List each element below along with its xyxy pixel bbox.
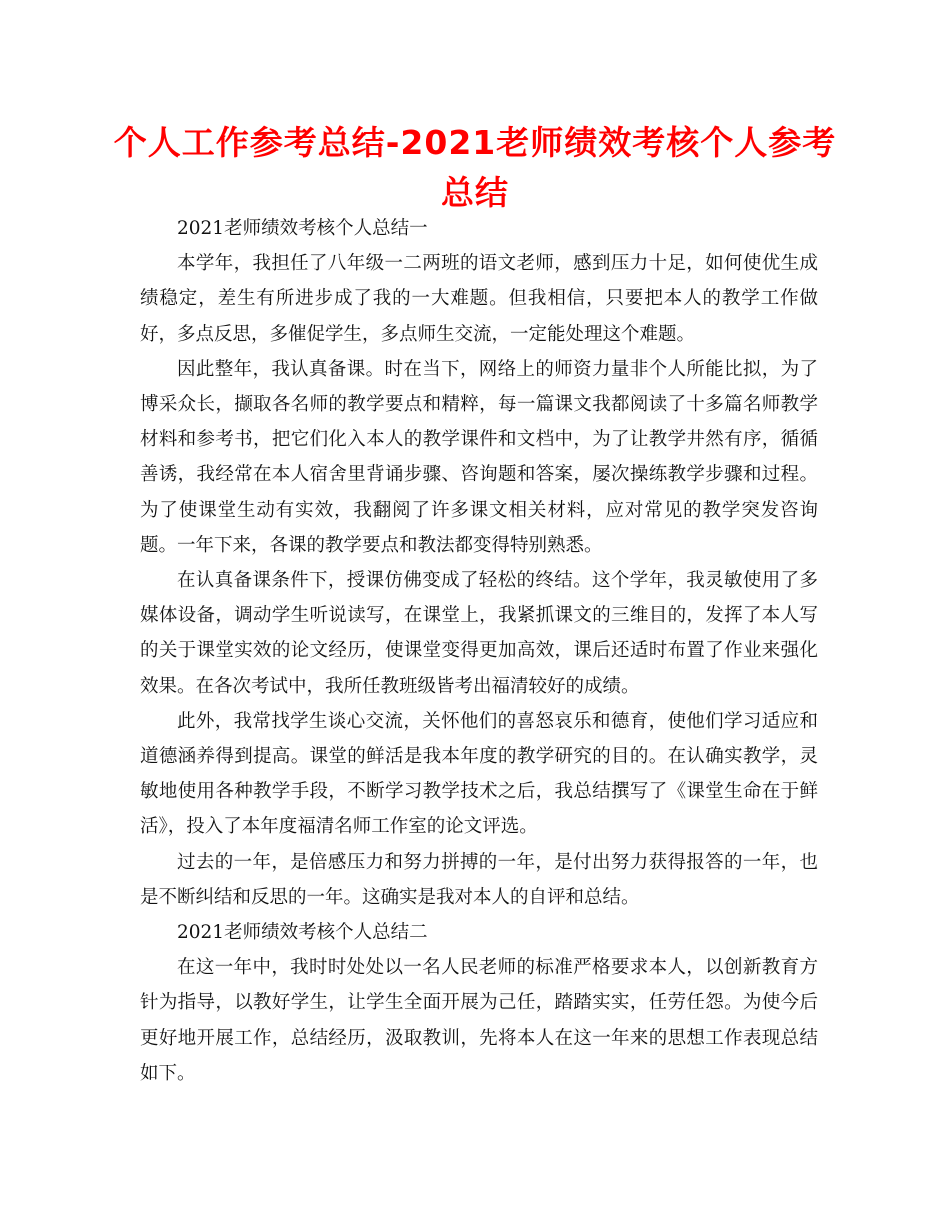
body-paragraph: 在这一年中，我时时处处以一名人民老师的标准严格要求本人，以创新教育方针为指导，以教好学生，让学生全面开展为己任，踏踏实实，任劳任怨。为使今后更好地开展工作，总结经历，汲取教训，先将本人在这一年来的思想工作表现总结如下。	[140, 957, 818, 1084]
body-paragraph: 本学年，我担任了八年级一二两班的语文老师，感到压力十足，如何使优生成绩稳定，差生有所进步成了我的一大难题。但我相信，只要把本人的教学工作做好，多点反思，多催促学生，多点师生交流，一定能处理这个难题。	[140, 253, 818, 345]
document-title: 个人工作参考总结-2021老师绩效考核个人参考总结	[113, 123, 837, 212]
body-paragraph: 在认真备课条件下，授课仿佛变成了轻松的终结。这个学年，我灵敏使用了多媒体设备，调动学生听说读写，在课堂上，我紧抓课文的三维目的，发挥了本人写的关于课堂实效的论文经历，使课堂变得更加高效，课后还适时布置了作业来强化效果。在各次考试中，我所任教班级皆考出福清较好的成绩。	[140, 570, 818, 697]
body-paragraph: 因此整年，我认真备课。时在当下，网络上的师资力量非个人所能比拟，为了博采众长，撷取各名师的教学要点和精粹，每一篇课文我都阅读了十多篇名师教学材料和参考书，把它们化入本人的教学课件和文档中，为了让教学井然有序，循循善诱，我经常在本人宿舍里背诵步骤、咨询题和答案，屡次操练教学步骤和过程。为了使课堂生动有实效，我翻阅了许多课文相关材料，应对常见的教学突发咨询题。一年下来，各课的教学要点和教法都变得特别熟悉。	[140, 358, 818, 556]
document-body	[140, 211, 818, 1091]
section-heading-2: 2021老师绩效考核个人总结二	[177, 922, 428, 944]
section-heading-1: 2021老师绩效考核个人总结一	[177, 218, 428, 239]
body-paragraph: 过去的一年，是倍感压力和努力拼搏的一年，是付出努力获得报答的一年，也是不断纠结和反思的一年。这确实是我对本人的自评和总结。	[140, 851, 818, 908]
body-paragraph: 此外，我常找学生谈心交流，关怀他们的喜怒哀乐和德育，使他们学习适应和道德涵养得到提高。课堂的鲜活是我本年度的教学研究的目的。在认确实教学，灵敏地使用各种教学手段，不断学习教学技术之后，我总结撰写了《课堂生命在于鲜活》，投入了本年度福清名师工作室的论文评选。	[140, 710, 818, 838]
